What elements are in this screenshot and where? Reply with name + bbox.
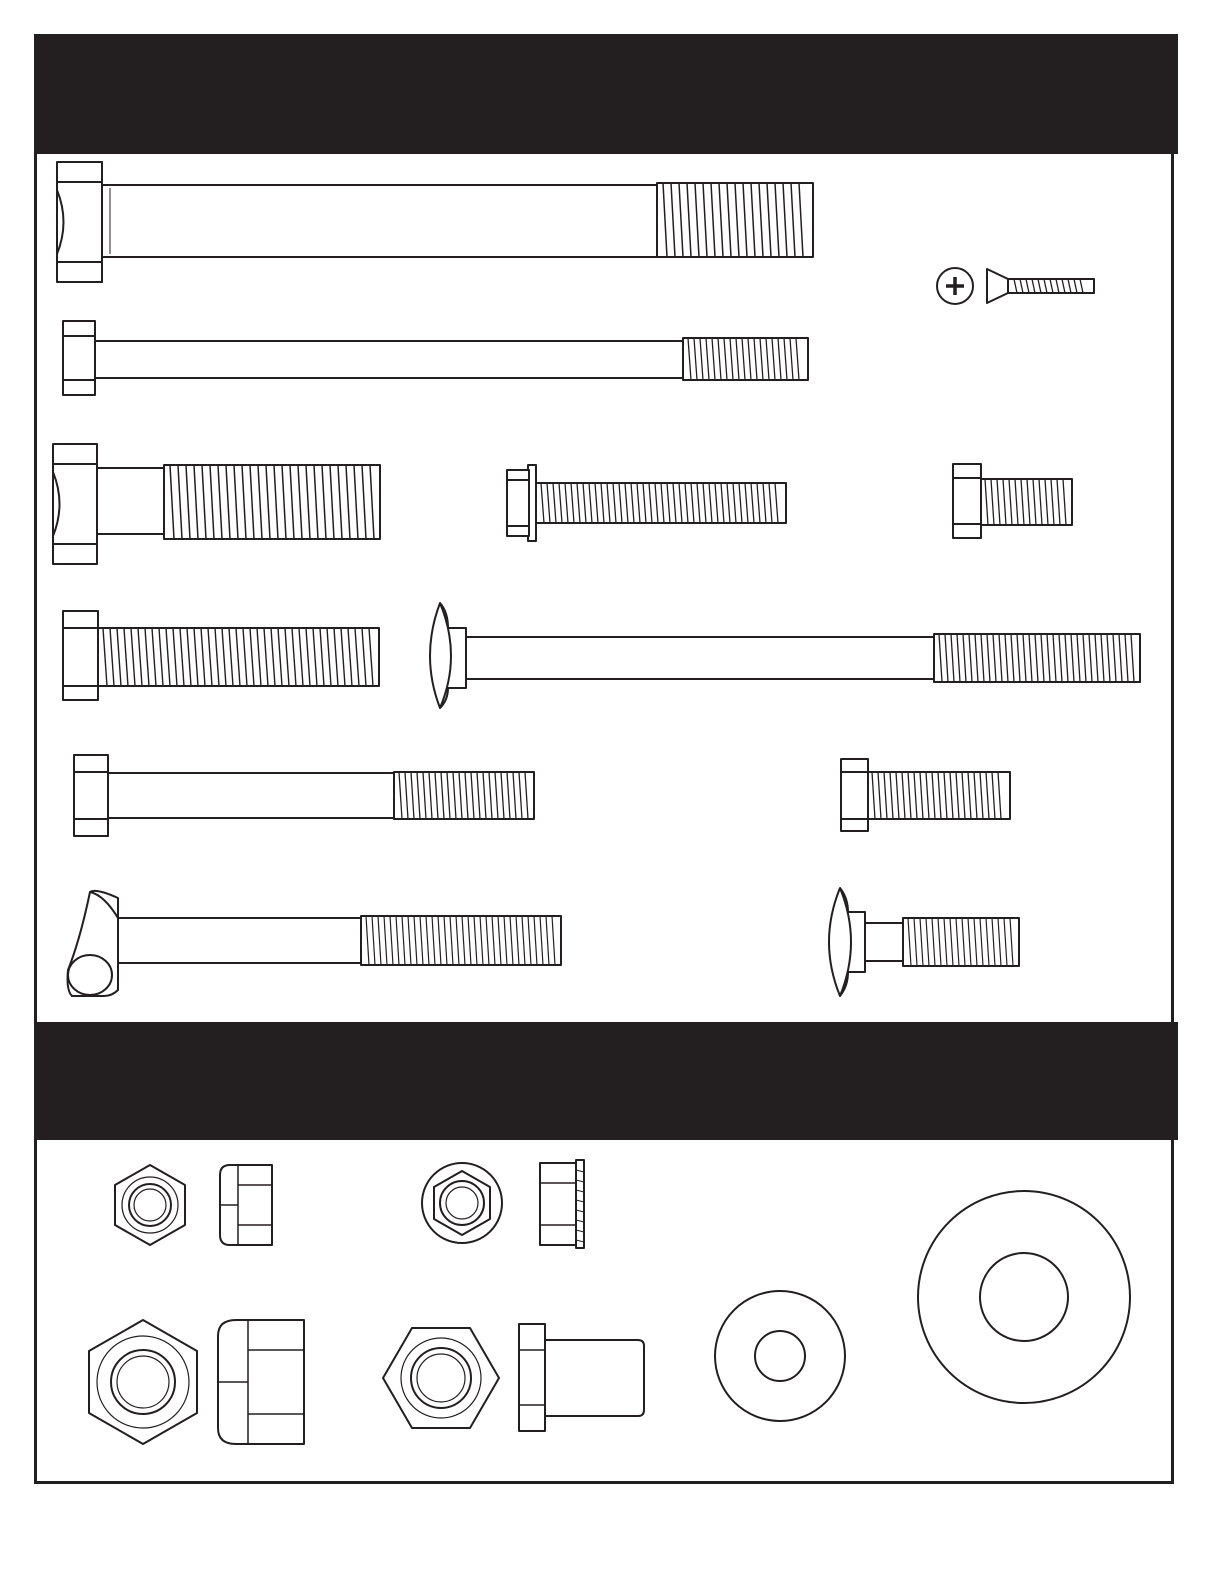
washer-icon <box>715 1291 845 1421</box>
flange-nut-icon <box>422 1160 584 1248</box>
flange-bolt-icon <box>507 465 786 541</box>
lock-nut-icon <box>89 1320 304 1444</box>
carriage-bolt-icon <box>829 888 1019 996</box>
hex-bolt-icon <box>53 444 380 564</box>
hex-bolt-icon <box>63 321 808 395</box>
hex-bolt-icon <box>74 755 534 836</box>
hex-bolt-icon <box>57 162 813 282</box>
sleeve-nut-icon <box>383 1324 644 1431</box>
hex-bolt-icon <box>841 759 1010 831</box>
lock-nut-icon <box>115 1165 272 1245</box>
carriage-bolt-icon <box>430 603 1140 708</box>
washer-icon <box>918 1191 1130 1403</box>
hex-bolt-icon <box>63 611 379 700</box>
j-bolt-icon <box>68 891 562 996</box>
hex-bolt-icon <box>953 464 1072 538</box>
phillips-screw-icon <box>937 268 1094 304</box>
